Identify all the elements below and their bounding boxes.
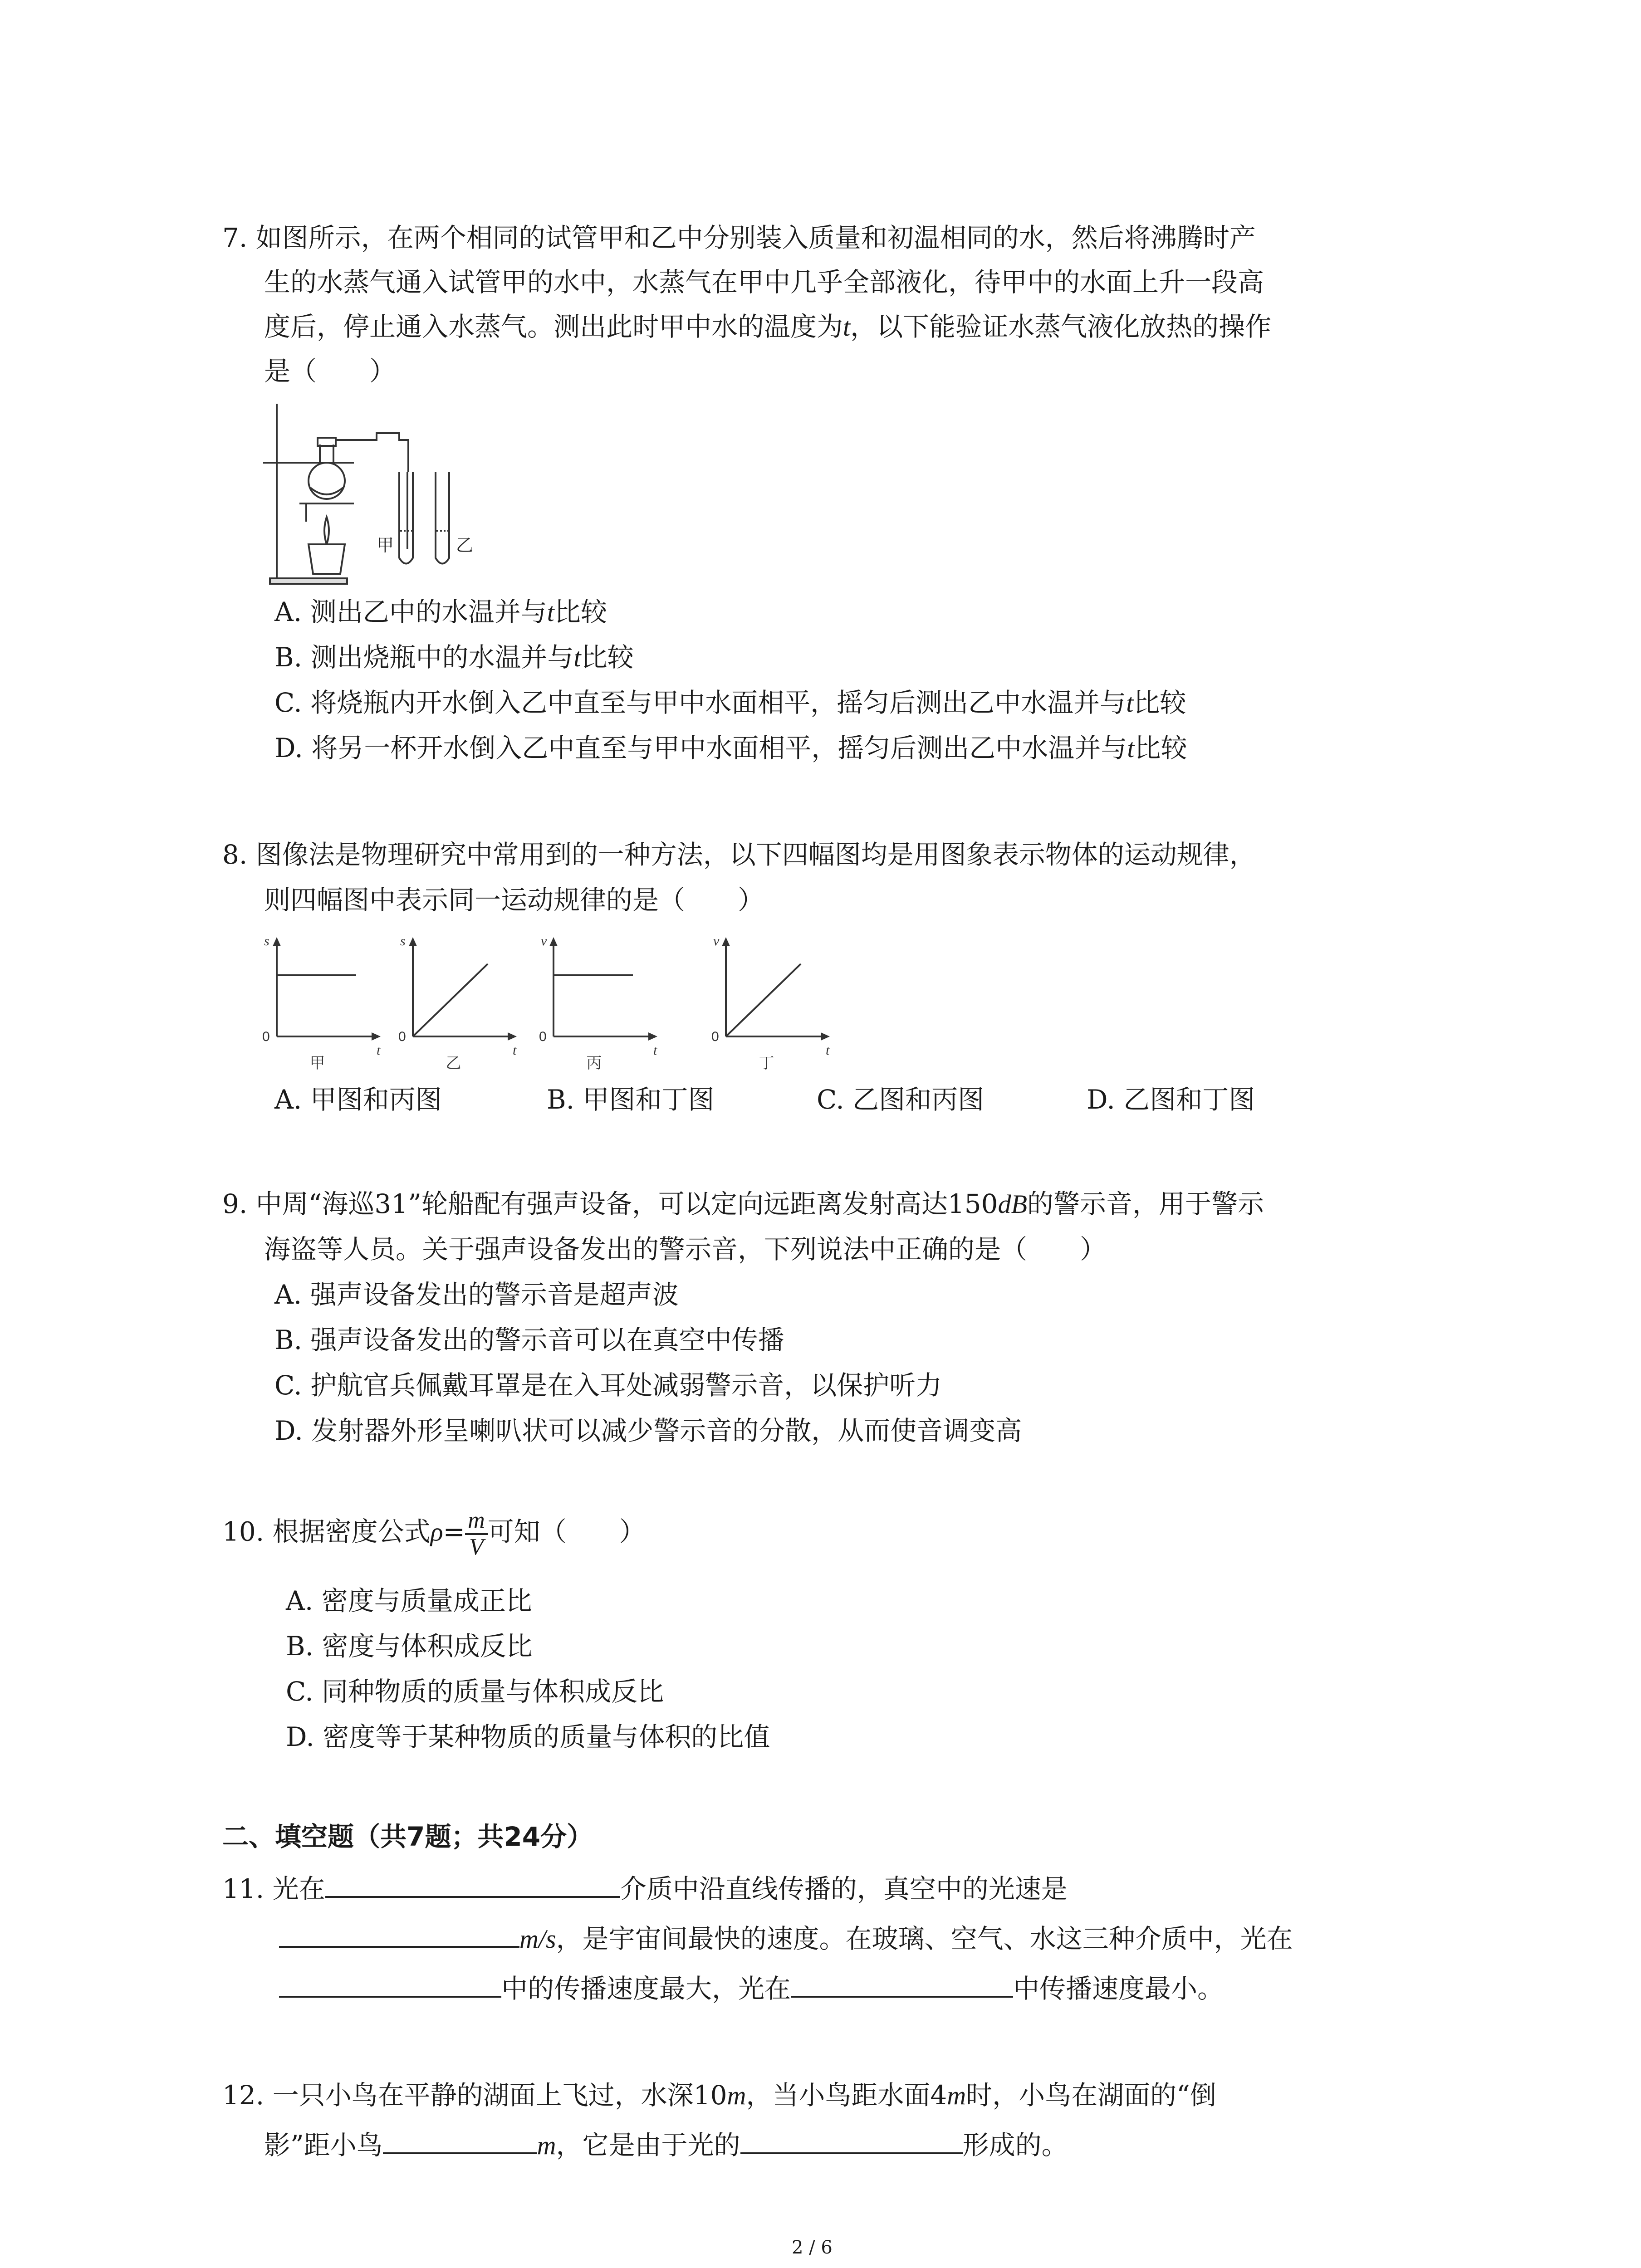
q8-option-c: C. 乙图和丙图 <box>817 1084 985 1115</box>
y-axis-arrow <box>549 937 558 946</box>
x-axis-arrow <box>648 1032 657 1041</box>
motion-graph-4 <box>708 921 844 1070</box>
graph-x-label: t <box>653 1043 657 1058</box>
q7-line-4: 是（ ） <box>264 356 396 386</box>
density-fraction: $\frac{m}{V}$ <box>465 1508 488 1559</box>
graph-y-label: s <box>400 934 406 948</box>
graph-line-rise <box>413 964 488 1036</box>
graph-origin-label: 0 <box>398 1029 406 1044</box>
q12-blank-2[interactable] <box>740 2152 963 2154</box>
distillation-apparatus-figure <box>263 395 499 594</box>
fig-label-yi: 乙 <box>456 535 474 555</box>
fig-label-jia: 甲 <box>377 535 394 555</box>
q8-line-2: 则四幅图中表示同一运动规律的是（ ） <box>264 885 764 915</box>
q7-option-c: C. 将烧瓶内开水倒入乙中直至与甲中水面相平，摇匀后测出乙中水温并与t比较 <box>274 687 1186 718</box>
q12-blank-1[interactable] <box>383 2152 537 2154</box>
q10-option-c: C. 同种物质的质量与体积成反比 <box>286 1676 664 1707</box>
motion-graph-2 <box>395 921 531 1070</box>
q9-option-d: D. 发射器外形呈喇叭状可以减少警示音的分散，从而使音调变高 <box>274 1415 1022 1446</box>
q7-line-3: 度后，停止通入水蒸气。测出此时甲中水的温度为t，以下能验证水蒸气液化放热的操作 <box>264 311 1272 342</box>
y-axis-arrow <box>409 937 417 946</box>
q12-line-1: 12. 一只小鸟在平静的湖面上飞过，水深10m，当小鸟距水面4m时，小鸟在湖面的“倒 <box>222 2080 1216 2111</box>
x-axis-arrow <box>372 1032 381 1041</box>
graph-x-label: t <box>513 1043 517 1058</box>
q11-line-1: 11. 光在 介质中沿直线传播的，真空中的光速是 <box>222 1873 1068 1904</box>
q7-option-d: D. 将另一杯开水倒入乙中直至与甲中水面相平，摇匀后测出乙中水温并与t比较 <box>274 733 1187 763</box>
graph-origin-label: 0 <box>711 1029 719 1044</box>
q8-line-1: 8. 图像法是物理研究中常用到的一种方法，以下四幅图均是用图象表示物体的运动规律， <box>222 839 1256 870</box>
graph-x-label: t <box>377 1043 381 1058</box>
q7-line-2: 生的水蒸气通入试管甲的水中，水蒸气在甲中几乎全部液化，待甲中的水面上升一段高 <box>264 267 1264 298</box>
page-number: 2 / 6 <box>792 2237 833 2258</box>
q7-option-a: A. 测出乙中的水温并与t比较 <box>274 596 607 627</box>
q11-line-2: m/s，是宇宙间最快的速度。在玻璃、空气、水这三种介质中，光在 <box>279 1926 1293 1952</box>
q12-line-2: 影”距小鸟 m，它是由于光的 形成的。 <box>264 2130 1068 2160</box>
graph-origin-label: 0 <box>262 1029 270 1044</box>
section-heading: 二、填空题（共7题；共24分） <box>222 1821 593 1852</box>
graph-caption: 乙 <box>446 1054 461 1070</box>
q11-blank-3[interactable] <box>279 1995 501 1998</box>
motion-graph-1 <box>259 921 395 1070</box>
y-axis-arrow <box>722 937 730 946</box>
graph-caption: 甲 <box>309 1054 325 1070</box>
graph-y-label: s <box>264 934 269 948</box>
graph-origin-label: 0 <box>539 1029 547 1044</box>
q11-blank-4[interactable] <box>791 1995 1013 1998</box>
q10-stem: 10. 根据密度公式ρ= $\frac{m}{V}$ 可知（ ） <box>222 1507 646 1560</box>
graph-y-label: v <box>541 934 547 948</box>
q8-option-a: A. 甲图和丙图 <box>274 1084 442 1115</box>
x-axis-arrow <box>508 1032 517 1041</box>
q10-option-b: B. 密度与体积成反比 <box>286 1631 533 1662</box>
q7-option-b: B. 测出烧瓶中的水温并与t比较 <box>274 642 634 673</box>
q11-blank-1[interactable] <box>325 1896 620 1898</box>
q8-option-b: B. 甲图和丁图 <box>547 1084 715 1115</box>
q7-line-1: 7. 如图所示，在两个相同的试管甲和乙中分别装入质量和初温相同的水，然后将沸腾时产 <box>222 222 1256 253</box>
q8-option-d: D. 乙图和丁图 <box>1087 1084 1255 1115</box>
graph-caption: 丙 <box>586 1054 602 1070</box>
q10-option-a: A. 密度与质量成正比 <box>286 1585 532 1616</box>
graph-x-label: t <box>826 1043 830 1058</box>
x-axis-arrow <box>821 1032 830 1041</box>
q9-option-a: A. 强声设备发出的警示音是超声波 <box>274 1279 679 1310</box>
q9-option-c: C. 护航官兵佩戴耳罩是在入耳处减弱警示音，以保护听力 <box>274 1370 942 1401</box>
graph-line-rise <box>726 964 801 1036</box>
graph-y-label: v <box>713 934 720 948</box>
y-axis-arrow <box>273 937 281 946</box>
q11-line-3: 中的传播速度最大，光在 中传播速度最小。 <box>279 1975 1224 2002</box>
q9-line-1: 9. 中周“海巡31”轮船配有强声设备，可以定向远距离发射高达150dB的警示音，用于警示 <box>222 1188 1264 1219</box>
graph-caption: 丁 <box>759 1054 774 1070</box>
q9-line-2: 海盗等人员。关于强声设备发出的警示音，下列说法中正确的是（ ） <box>264 1234 1107 1265</box>
q11-blank-2[interactable] <box>279 1945 519 1948</box>
q9-option-b: B. 强声设备发出的警示音可以在真空中传播 <box>274 1325 784 1355</box>
q10-option-d: D. 密度等于某种物质的质量与体积的比值 <box>286 1721 770 1752</box>
motion-graph-3 <box>535 921 671 1070</box>
